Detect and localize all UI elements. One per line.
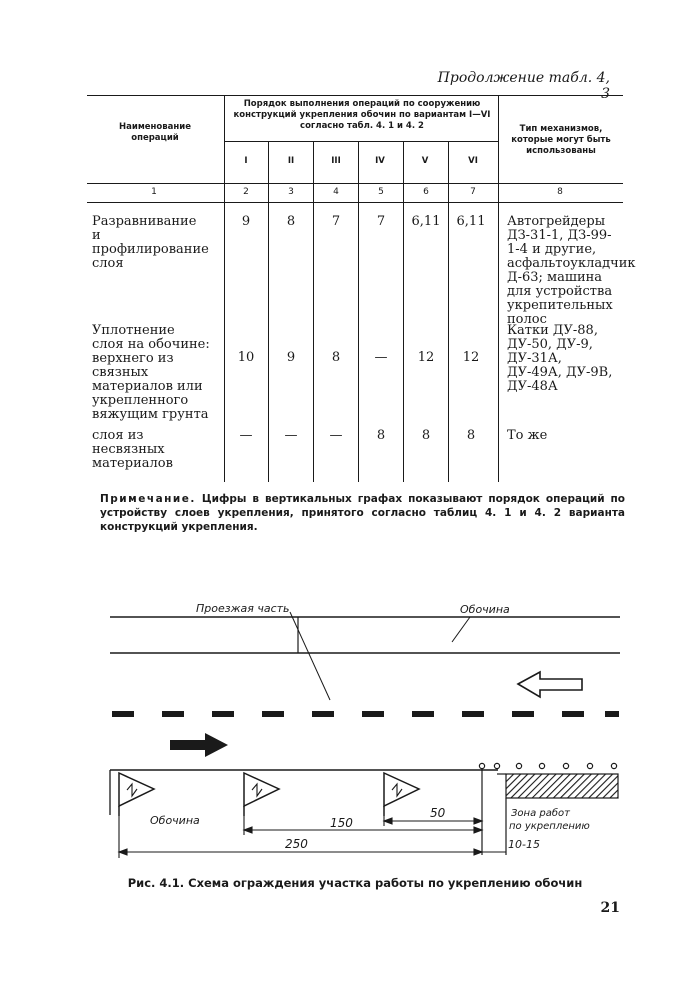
note-text: Цифры в вертикальных графах показывают порядок операций по устройству слоев укрепления, принятого согласно таблиц 4. 1 и 4. 2 варианта конструкций укрепления.	[100, 493, 626, 533]
row-order-value: 7	[331, 214, 341, 229]
barrier-posts	[479, 763, 616, 768]
row-order-value: 8	[421, 428, 431, 443]
column-number: 5	[378, 187, 384, 197]
dimension-50-label: 50	[430, 806, 446, 820]
row-operation-name: Разравнивание и профилирование слоя	[92, 214, 209, 271]
row-operation-name: Уплотнение слоя на обочине: верхнего из связных материалов или укрепленного вяжущим грунта	[92, 323, 210, 422]
warning-sign-icon	[244, 773, 279, 816]
row-machines: Катки ДУ-88, ДУ-50, ДУ-9, ДУ-31А, ДУ-49А, ДУ-9В, ДУ-48А	[507, 323, 613, 394]
page-number: 21	[600, 900, 620, 916]
work-zone-label-line2: по укреплению	[509, 821, 590, 832]
row-order-value: 12	[417, 350, 435, 365]
row-machines: То же	[507, 428, 548, 443]
table-col-divider	[313, 141, 314, 482]
table-colnum-rule	[87, 202, 623, 203]
column-number: 6	[423, 187, 429, 197]
shoulder-leader-line	[452, 617, 470, 642]
row-order-value: —	[284, 428, 298, 443]
column-number: 8	[557, 187, 563, 197]
left-arrow-icon	[518, 672, 582, 697]
header-operation-name: Наименование операций	[119, 122, 191, 143]
header-variant: IV	[375, 156, 385, 166]
header-machine-types: Тип механизмов, которые могут быть использованы	[511, 124, 611, 156]
table-note	[100, 492, 625, 534]
table-col-divider	[358, 141, 359, 482]
header-variant: VI	[468, 156, 478, 166]
right-arrow-icon	[170, 733, 228, 757]
header-variant: III	[331, 156, 341, 166]
row-order-value: 9	[286, 350, 296, 365]
continued-table-label: Продолжение табл. 4, 3	[437, 70, 610, 102]
row-order-value: —	[329, 428, 343, 443]
header-variant: I	[244, 156, 248, 166]
table-header-subrule	[224, 141, 498, 142]
center-dashed-line	[112, 711, 619, 717]
row-operation-name: слоя из несвязных материалов	[92, 428, 173, 471]
shoulder-label-top: Обочина	[460, 603, 510, 616]
column-number: 1	[151, 187, 157, 197]
figure-caption: Рис. 4.1. Схема ограждения участка работы по укреплению обочин	[127, 876, 583, 890]
column-number: 3	[288, 187, 294, 197]
table-col-divider	[448, 141, 449, 482]
table-col-divider	[403, 141, 404, 482]
note-label: Примечание.	[100, 493, 196, 505]
row-order-value: —	[374, 350, 388, 365]
row-machines: Автогрейдеры ДЗ-31-1, ДЗ-99-1-4 и другие, асфальтоукладчик Д-63; машина для устройства укрепительных полос	[507, 214, 636, 327]
row-order-value: 12	[462, 350, 480, 365]
header-operation-order: Порядок выполнения операций по сооружению конструкций укрепления обочин по вариантам I—VI согласно табл. 4. 1 и 4. 2	[233, 99, 491, 131]
row-order-value: 10	[237, 350, 255, 365]
row-order-value: 6,11	[411, 214, 441, 229]
row-order-value: 8	[466, 428, 476, 443]
work-zone-area	[506, 774, 618, 798]
row-order-value: 8	[376, 428, 386, 443]
row-order-value: —	[239, 428, 253, 443]
road-work-fencing-diagram	[0, 590, 700, 870]
column-number: 4	[333, 187, 339, 197]
column-number: 7	[470, 187, 476, 197]
table-top-rule	[87, 95, 623, 96]
header-variant: V	[421, 156, 429, 166]
row-order-value: 8	[286, 214, 296, 229]
warning-sign-icon	[119, 773, 154, 816]
header-variant: II	[287, 156, 295, 166]
row-order-value: 8	[331, 350, 341, 365]
dimension-150-label: 150	[330, 816, 353, 830]
carriageway-leader-line	[290, 612, 330, 700]
row-order-value: 6,11	[456, 214, 486, 229]
table-header-rule	[87, 183, 623, 184]
shoulder-label-bottom: Обочина	[150, 814, 200, 827]
dimension-250-label: 250	[285, 837, 308, 851]
dimension-10-15-label: 10-15	[508, 838, 540, 851]
table-col-divider	[224, 95, 225, 482]
row-order-value: 7	[376, 214, 386, 229]
row-order-value: 9	[241, 214, 251, 229]
work-zone-label-line1: Зона работ	[511, 808, 570, 819]
table-col-divider	[268, 141, 269, 482]
table-col-divider	[498, 95, 499, 482]
column-number: 2	[243, 187, 249, 197]
warning-sign-icon	[384, 773, 419, 816]
carriageway-label: Проезжая часть	[196, 602, 290, 615]
